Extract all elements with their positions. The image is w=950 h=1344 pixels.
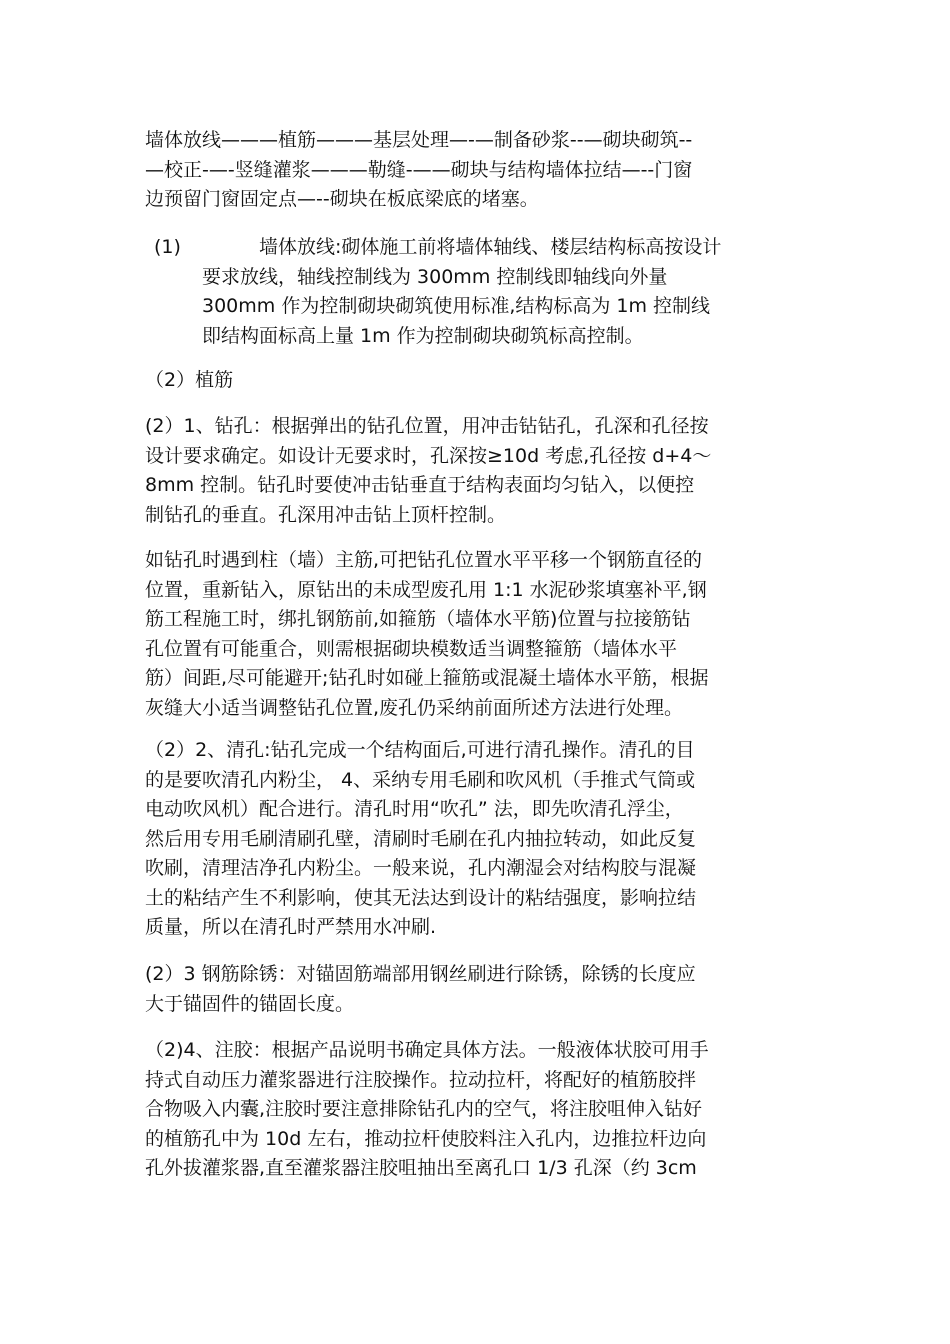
- text-line: 要求放线，轴线控制线为 300mm 控制线即轴线向外量: [202, 265, 668, 288]
- section-heading-rebar-planting: [145, 366, 810, 396]
- process-flow-paragraph: [145, 126, 810, 215]
- rebar-avoidance-paragraph: [145, 546, 810, 723]
- text-line: 即结构面标高上量 1m 作为控制砌块砌筑标高控制。: [202, 324, 644, 347]
- text-line: 制钻孔的垂直。孔深用冲击钻上顶杆控制。: [145, 503, 507, 526]
- text-line: 筋工程施工时，绑扎钢筋前,如箍筋（墙体水平筋)位置与拉接筋钻: [145, 608, 691, 630]
- text-line: 土的粘结产生不利影响，使其无法达到设计的粘结强度，影响拉结: [145, 886, 697, 909]
- text-line: 吹刷，清理洁净孔内粉尘。一般来说，孔内潮湿会对结构胶与混凝: [145, 857, 697, 879]
- text-line: (2）3 钢筋除锈：对锚固筋端部用钢丝刷进行除锈，除锈的长度应: [145, 963, 696, 985]
- drilling-paragraph: [145, 412, 810, 530]
- text-line: 墙体放线:砌体施工前将墙体轴线、楼层结构标高按设计: [259, 236, 722, 258]
- item-body: [202, 233, 810, 351]
- text-line: 灰缝大小适当调整钻孔位置,废孔仍采纳前面所述方法进行处理。: [145, 696, 684, 719]
- text-line: 位置，重新钻入，原钻出的未成型废孔用 1:1 水泥砂浆填塞补平,钢: [145, 578, 707, 601]
- text-line: 孔外拔灌浆器,直至灌浆器注胶咀抽出至离孔口 1/3 孔深（约 3cm: [145, 1157, 697, 1179]
- text-line: 边预留门窗固定点—--砌块在板底梁底的堵塞。: [145, 188, 539, 210]
- numbered-item-wall-layout: [145, 233, 810, 351]
- text-line: 如钻孔时遇到柱（墙）主筋,可把钻孔位置水平平移一个钢筋直径的: [145, 549, 703, 571]
- text-line: 设计要求确定。如设计无要求时，孔深按≥10d 考虑,孔径按 d+4～: [145, 444, 712, 467]
- text-line: 大于锚固件的锚固长度。: [145, 992, 355, 1015]
- text-line: 孔位置有可能重合，则需根据砌块模数适当调整箍筋（墙体水平: [145, 637, 678, 660]
- hole-cleaning-paragraph: [145, 736, 810, 943]
- text-line: （2)4、注胶：根据产品说明书确定具体方法。一般液体状胶可用手: [145, 1039, 709, 1061]
- text-line: 筋）间距,尽可能避开;钻孔时如碰上箍筋或混凝土墙体水平筋，根据: [145, 667, 709, 689]
- text-line: —校正-—-竖缝灌浆———勒缝-——砌块与结构墙体拉结—--门窗: [145, 158, 693, 181]
- glue-injection-paragraph: [145, 1036, 810, 1184]
- text-line: 电动吹风机）配合进行。清孔时用“吹孔” 法，即先吹清孔浮尘，: [145, 798, 684, 820]
- text-line: 8mm 控制。钻孔时要使冲击钻垂直于结构表面均匀钻入，以便控: [145, 474, 695, 496]
- text-line: 墙体放线———植筋———基层处理—-—制备砂浆--—砌块砌筑--: [145, 129, 693, 151]
- text-line: 合物吸入内囊,注胶时要注意排除钻孔内的空气，将注胶咀伸入钻好: [145, 1098, 703, 1120]
- item-number: (1): [154, 236, 181, 258]
- text-line: 的是要吹清孔内粉尘， 4、采纳专用毛刷和吹风机（手推式气筒或: [145, 768, 696, 791]
- text-line: 的植筋孔中为 10d 左右，推动拉杆使胶料注入孔内，边推拉杆边向: [145, 1127, 707, 1150]
- text-line: (2）1、钻孔：根据弹出的钻孔位置，用冲击钻钻孔，孔深和孔径按: [145, 415, 709, 437]
- rust-removal-paragraph: [145, 960, 810, 1019]
- text-line: 然后用专用毛刷清刷孔壁，清刷时毛刷在孔内抽拉转动，如此反复: [145, 827, 697, 850]
- text-line: 质量，所以在清孔时严禁用水冲刷.: [145, 916, 437, 938]
- text-line: 持式自动压力灌浆器进行注胶操作。拉动拉杆，将配好的植筋胶拌: [145, 1068, 697, 1091]
- text-line: 300mm 作为控制砌块砌筑使用标准,结构标高为 1m 控制线: [202, 295, 711, 317]
- heading-text: （2）植筋: [145, 369, 234, 391]
- text-line: （2）2、清孔:钻孔完成一个结构面后,可进行清孔操作。清孔的目: [145, 739, 695, 761]
